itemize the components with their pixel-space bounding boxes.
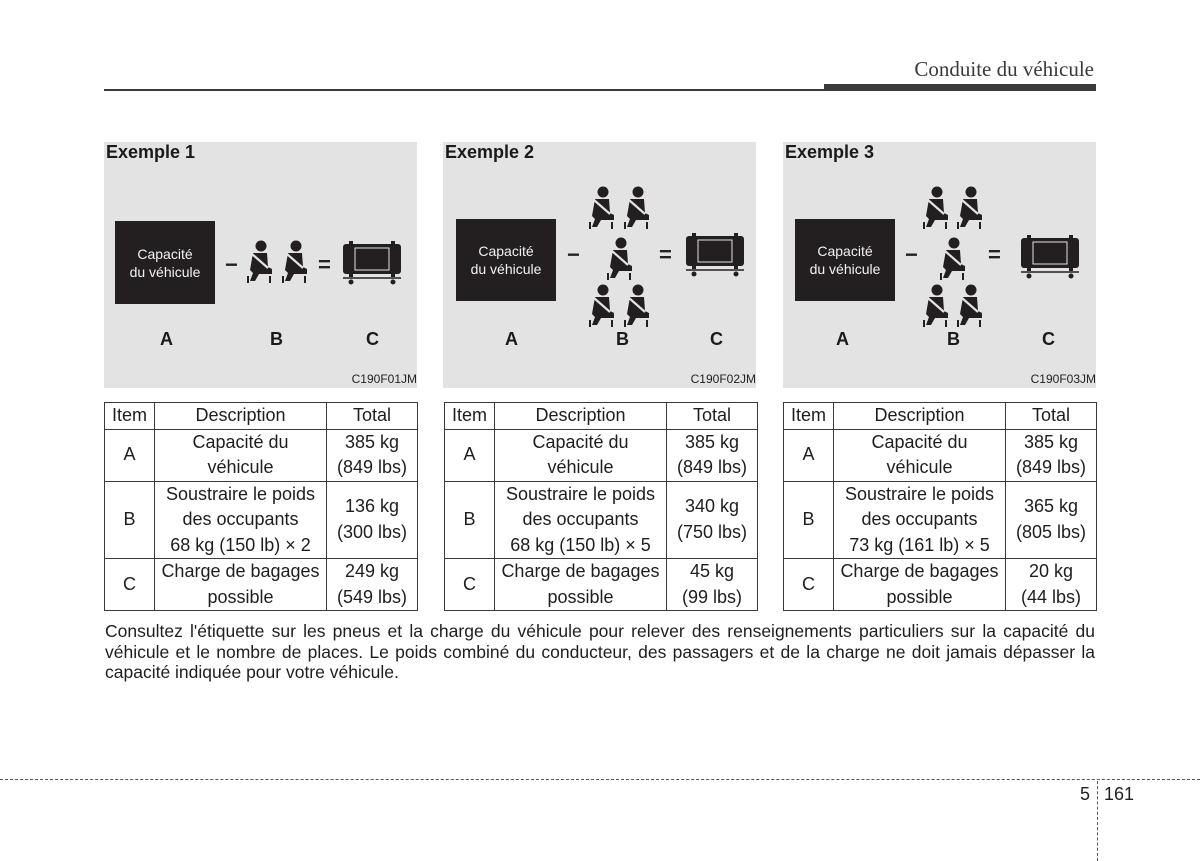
table-row (105, 481, 418, 559)
table-row (445, 559, 758, 611)
label-a: A (836, 329, 849, 349)
cargo-load-icon (684, 232, 746, 278)
description-cell (155, 559, 327, 611)
total-cell (327, 559, 418, 611)
description-cell (834, 559, 1006, 611)
label-b: B (616, 329, 629, 349)
description-line: des occupants (182, 509, 299, 529)
item-cell: B (105, 481, 155, 559)
column-header-total: Total (1006, 403, 1097, 430)
description-line: Charge de bagages (840, 561, 999, 581)
total-line: 365 kg (1023, 496, 1079, 517)
seated-occupant-icon (586, 284, 616, 328)
minus-sign: − (905, 242, 918, 267)
vehicle-capacity-box (115, 221, 215, 304)
seated-occupant-icon (920, 186, 950, 230)
description-line: Soustraire le poids (844, 483, 995, 504)
example-title: Exemple 2 (445, 142, 535, 162)
description-cell (495, 481, 667, 559)
item-cell: C (105, 559, 155, 611)
total-line: (849 lbs) (1015, 457, 1087, 477)
table-row (784, 481, 1097, 559)
capacity-box-line: du véhicule (129, 263, 201, 280)
capacity-box-line: du véhicule (809, 261, 881, 277)
column-header-item: Item (784, 403, 834, 430)
total-cell (1006, 559, 1097, 611)
total-cell (667, 429, 758, 481)
table-row (445, 429, 758, 481)
capacity-box-line: Capacité (137, 245, 193, 262)
item-cell: B (445, 481, 495, 559)
column-header-item: Item (445, 403, 495, 430)
seated-occupant-icon (621, 284, 651, 328)
seated-occupant-icon (954, 186, 984, 230)
table-row (105, 429, 418, 481)
total-line: (44 lbs) (1020, 586, 1082, 607)
label-c: C (366, 329, 379, 349)
description-line: possible (547, 586, 614, 607)
description-line: Capacité du (532, 431, 629, 452)
equals-sign: = (318, 252, 331, 277)
item-cell: A (105, 429, 155, 481)
total-line: 385 kg (344, 431, 400, 452)
table-header-row (445, 403, 758, 430)
column-header-item: Item (105, 403, 155, 430)
figure-code: C190F03JM (1030, 372, 1096, 386)
table-header-row (105, 403, 418, 430)
description-cell (155, 481, 327, 559)
capacity-box-line: Capacité (478, 243, 534, 259)
description-cell (834, 429, 1006, 481)
load-table-2 (444, 402, 758, 611)
table-row (784, 559, 1097, 611)
item-cell: A (445, 429, 495, 481)
total-line: (805 lbs) (1015, 521, 1087, 542)
cargo-load-icon (341, 240, 403, 286)
total-cell (327, 481, 418, 559)
header-rule (104, 89, 824, 91)
example-figure-3 (783, 142, 1096, 388)
equals-sign: = (659, 242, 672, 267)
vehicle-capacity-box (795, 219, 895, 301)
table-header-row (784, 403, 1097, 430)
seated-occupant-icon (937, 237, 967, 281)
total-cell (327, 429, 418, 481)
equals-sign: = (988, 242, 1001, 267)
footer-divider (0, 779, 1200, 780)
total-line: (750 lbs) (676, 521, 748, 542)
footer-vertical-divider (1097, 781, 1098, 861)
description-line: des occupants (861, 509, 978, 529)
column-header-description: Description (155, 403, 327, 430)
label-b: B (947, 329, 960, 349)
example-figure-1 (104, 142, 417, 388)
example-figure-2 (443, 142, 756, 388)
minus-sign: − (225, 252, 238, 277)
description-line: Charge de bagages (161, 561, 320, 581)
description-cell (495, 559, 667, 611)
description-line: véhicule (547, 457, 614, 477)
load-table-1 (104, 402, 418, 611)
body-paragraph: Consultez l'étiquette sur les pneus et la charge du véhicule pour relever des renseignements particuliers sur la capacité du véhicule et le nombre de places. Le poids combiné du conducteur, des passagers et de la charge ne doit jamais dépasser la capacité indiquée pour votre véhicule. (105, 621, 1095, 682)
label-a: A (505, 329, 518, 349)
column-header-description: Description (834, 403, 1006, 430)
chapter-title: Conduite du véhicule (914, 57, 1094, 81)
total-line: 249 kg (344, 561, 400, 581)
page-number: 161 (1104, 784, 1135, 804)
figure-code: C190F01JM (351, 372, 417, 386)
description-line: véhicule (886, 457, 953, 477)
label-c: C (710, 329, 723, 349)
description-cell (155, 429, 327, 481)
total-line: (849 lbs) (676, 457, 748, 477)
label-b: B (270, 329, 283, 349)
seated-occupant-icon (621, 186, 651, 230)
total-cell (1006, 429, 1097, 481)
item-cell: C (445, 559, 495, 611)
item-cell: C (784, 559, 834, 611)
total-cell (1006, 481, 1097, 559)
description-line: Charge de bagages (501, 561, 660, 581)
total-line: 20 kg (1028, 561, 1074, 581)
total-line: (99 lbs) (681, 586, 743, 607)
column-header-description: Description (495, 403, 667, 430)
figure-code: C190F02JM (690, 372, 756, 386)
seated-occupant-icon (954, 284, 984, 328)
item-cell: B (784, 481, 834, 559)
chapter-number: 5 (1080, 784, 1091, 804)
capacity-box-line: du véhicule (470, 261, 542, 277)
column-header-total: Total (667, 403, 758, 430)
total-line: (849 lbs) (336, 457, 408, 477)
example-title: Exemple 1 (106, 142, 196, 162)
total-line: 340 kg (684, 496, 740, 517)
description-line: Capacité du (871, 431, 968, 452)
description-line: Capacité du (192, 431, 289, 452)
table-row (445, 481, 758, 559)
total-cell (667, 481, 758, 559)
description-line: possible (207, 586, 274, 607)
total-line: 45 kg (689, 561, 735, 581)
description-line: 73 kg (161 lb) × 5 (849, 534, 990, 555)
total-line: (549 lbs) (336, 586, 408, 607)
table-row (105, 559, 418, 611)
capacity-box-line: Capacité (817, 243, 873, 259)
column-header-total: Total (327, 403, 418, 430)
total-line: (300 lbs) (336, 521, 408, 542)
item-cell: A (784, 429, 834, 481)
description-line: possible (886, 586, 953, 607)
description-line: 68 kg (150 lb) × 2 (170, 534, 311, 555)
description-cell (495, 429, 667, 481)
description-line: 68 kg (150 lb) × 5 (510, 534, 651, 555)
total-line: 385 kg (1023, 431, 1079, 452)
seated-occupant-icon (920, 284, 950, 328)
description-cell (834, 481, 1006, 559)
example-title: Exemple 3 (785, 142, 875, 162)
seated-occupant-icon (244, 240, 274, 284)
vehicle-capacity-box (456, 219, 556, 301)
description-line: Soustraire le poids (505, 483, 656, 504)
description-line: Soustraire le poids (165, 483, 316, 504)
label-a: A (160, 329, 173, 349)
load-table-3 (783, 402, 1097, 611)
total-cell (667, 559, 758, 611)
seated-occupant-icon (586, 186, 616, 230)
label-c: C (1042, 329, 1055, 349)
header-rule-accent (824, 84, 1096, 91)
table-row (784, 429, 1097, 481)
seated-occupant-icon (279, 240, 309, 284)
cargo-load-icon (1019, 234, 1081, 280)
description-line: des occupants (522, 509, 639, 529)
total-line: 136 kg (344, 496, 400, 517)
description-line: véhicule (207, 457, 274, 477)
minus-sign: − (567, 242, 580, 267)
seated-occupant-icon (604, 237, 634, 281)
total-line: 385 kg (684, 431, 740, 452)
